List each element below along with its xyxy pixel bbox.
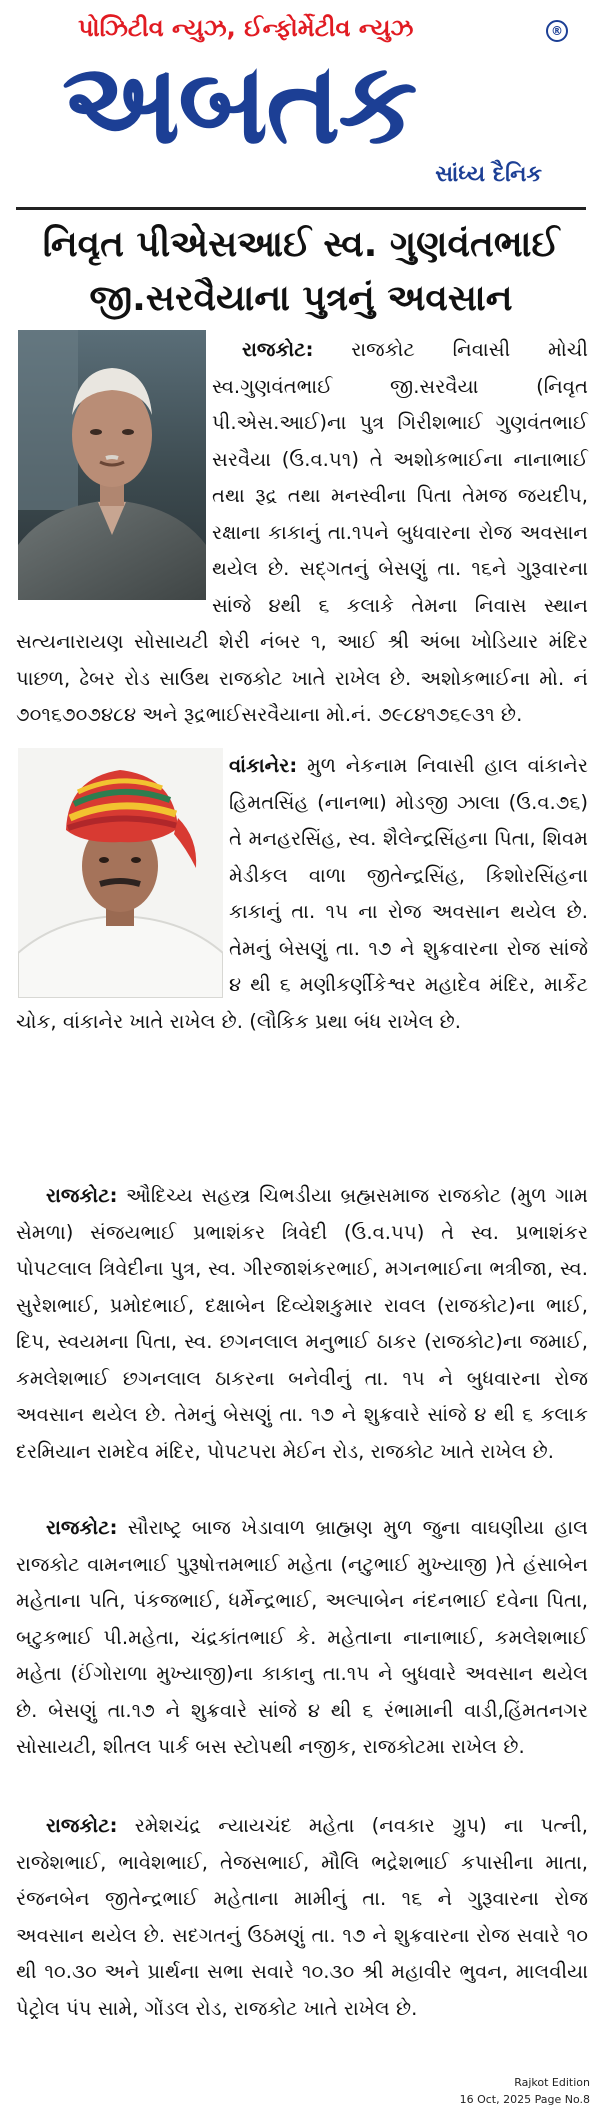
obituary-article-5 bbox=[16, 1808, 588, 2068]
footer-edition: Rajkot Edition bbox=[514, 2076, 590, 2089]
article-4-place: રાજકોટ: bbox=[46, 1516, 118, 1539]
newspaper-logo: અબતક bbox=[62, 39, 416, 169]
article-1-text: રાજકોટ નિવાસી મોચી સ્વ.ગુણવંતભાઈ જી.સરવૈયા (નિવૃત પી.એસ.આઈ)ના પુત્ર ગિરીશભાઈ ગુણવંતભાઈ સરવૈયા (ઉ.વ.૫૧) તે અશોકભાઈના નાનાભાઈ તથા રૂદ્ર તથા મનસ્વીના પિતા તેમજ જયદીપ, રક્ષાના કાકાનું તા.૧૫ને બુધવારના રોજ અવસાન થયેલ છે. સદ્ગતનું બેસણું તા. ૧૬ને ગુરૂવારના સાંજે ૪થી ૬ કલાકે તેમના નિવાસ સ્થાન સત્યનારાયણ સોસાયટી શેરી નંબર ૧, આઈ શ્રી અંબા ખોડિયાર મંદિર પાછળ, ઢેબર રોડ સાઉથ રાજકોટ ખાતે રાખેલ છે. અશોકભાઈના મો. નં ૭૦૧૬૭૦૭૪૮૪ અને રૂદ્રભાઈસરવૈયાના મો.નં. ૭૯૮૪૧૭૬૯૩૧ છે. bbox=[16, 338, 588, 726]
obituary-article-1 bbox=[16, 332, 588, 742]
masthead bbox=[0, 0, 602, 196]
article-5-place: રાજકોટ: bbox=[46, 1814, 118, 1837]
registered-mark-icon: ® bbox=[546, 20, 568, 42]
masthead-divider bbox=[16, 207, 586, 210]
article-2-text: મુળ નેકનામ નિવાસી હાલ વાંકાનેર હિમતસિંહ (નાનભા) મોડજી ઝાલા (ઉ.વ.૭૬) તે મનહરસિંહ, સ્વ. શૈલેન્દ્રસિંહના પિતા, શિવમ મેડીકલ વાળા જીતેન્દ્રસિંહ, કિશોરસિંહના કાકાનું તા. ૧૫ ના રોજ અવસાન થયેલ છે. તેમનું બેસણું તા. ૧૭ ને શુક્રવારના રોજ સાંજે ૪ થી ૬ મણીકર્ણીકેશ્વર મહાદેવ મંદિર, માર્કેટ ચોક, વાંકાનેર ખાતે રાખેલ છે. (લૌકિક પ્રથા બંધ રાખેલ છે. bbox=[16, 754, 588, 1033]
masthead-tagline: પોઝિટીવ ન્યુઝ, ઈન્ફોર્મેટીવ ન્યુઝ bbox=[78, 14, 414, 42]
article-2-place: વાંકાનેર: bbox=[229, 754, 298, 777]
edition-type-label: સાંધ્ય દૈનિક bbox=[435, 162, 542, 187]
footer-date-page: 16 Oct, 2025 Page No.8 bbox=[459, 2093, 590, 2106]
obituary-article-3 bbox=[16, 1178, 588, 1510]
article-5-text: રમેશચંદ્ર ન્યાયચંદ મહેતા (નવકાર ગ્રુપ) ના પત્ની, રાજેશભાઈ, ભાવેશભાઈ, તેજસભાઈ, મૌલિ ભદ્રેશભાઈ કપાસીના માતા, રંજનબેન જીતેન્દ્રભાઈ મહેતાના મામીનું તા. ૧૬ ને ગુરૂવારના રોજ અવસાન થયેલ છે. સદગતનું ઉઠમણું તા. ૧૭ ને શુક્રવારના રોજ સવારે ૧૦ થી ૧૦.૩૦ અને પ્રાર્થના સભા સવારે ૧૦.૩૦ શ્રી મહાવીર ભુવન, માલવીયા પેટ્રોલ પંપ સામે, ગોંડલ રોડ, રાજકોટ ખાતે રાખેલ છે. bbox=[16, 1814, 588, 2020]
obituary-article-4 bbox=[16, 1510, 588, 1808]
article-3-text: ઔદિચ્ય સહસ્ત્ર ચિભડીયા બ્રહ્મસમાજ રાજકોટ (મુળ ગામ સેમળા) સંજયભાઈ પ્રભાશંકર ત્રિવેદી (ઉ.વ.૫૫) તે સ્વ. પ્રભાશંકર પોપટલાલ ત્રિવેદીના પુત્ર, સ્વ. ગીરજાશંકરભાઈ, મગનભાઈના ભત્રીજા, સ્વ. સુરેશભાઈ, પ્રમોદભાઈ, દક્ષાબેન દિવ્યેશકુમાર રાવલ (રાજકોટ)ના ભાઈ, દિપ, સ્વયમના પિતા, સ્વ. છગનલાલ મનુભાઈ ઠાકર (રાજકોટ)ના જમાઈ, કમલેશભાઈ છગનલાલ ઠાકરના બનેવીનું તા. ૧૫ ને બુધવારના રોજ અવસાન થયેલ છે. તેમનું બેસણું તા. ૧૭ ને શુક્રવારે સાંજે ૪ થી ૬ કલાક દરમિયાન રામદેવ મંદિર, પોપટપરા મેઈન રોડ, રાજકોટ ખાતે રાખેલ છે. bbox=[16, 1184, 588, 1463]
article-1-place: રાજકોટ: bbox=[242, 338, 314, 361]
article-3-place: રાજકોટ: bbox=[46, 1184, 118, 1207]
article-4-text: સૌરાષ્ટ્ર બાજ ખેડાવાળ બ્રાહ્મણ મુળ જુના વાઘણીયા હાલ રાજકોટ વામનભાઈ પુરૂષોત્તમભાઈ મહેતા (નટુભાઈ મુખ્યાજી )તે હંસાબેન મહેતાના પતિ, પંકજભાઈ, ધર્મેન્દ્રભાઈ, અલ્પાબેન નંદનભાઈ દવેના પિતા, બટુકભાઈ પી.મહેતા, ચંદ્રકાંતભાઈ કે. મહેતાના નાનાભાઈ, કમલેશભાઈ મહેતા (ઈંગોરાળા મુખ્યાજી)ના કાકાનુ તા.૧૫ ને બુધવારે અવસાન થયેલ છે. બેસણું તા.૧૭ ને શુક્રવારે સાંજે ૪ થી ૬ રંભામાની વાડી,હિંમતનગર સોસાયટી, શીતલ પાર્ક બસ સ્ટોપથી નજીક, રાજકોટમા રાખેલ છે. bbox=[16, 1516, 588, 1758]
obituary-article-2 bbox=[16, 748, 588, 1180]
page-headline: નિવૃત પીએસઆઈ સ્વ. ગુણવંતભાઈ જી.સરવૈયાના પુત્રનું અવસાન bbox=[42, 224, 560, 319]
